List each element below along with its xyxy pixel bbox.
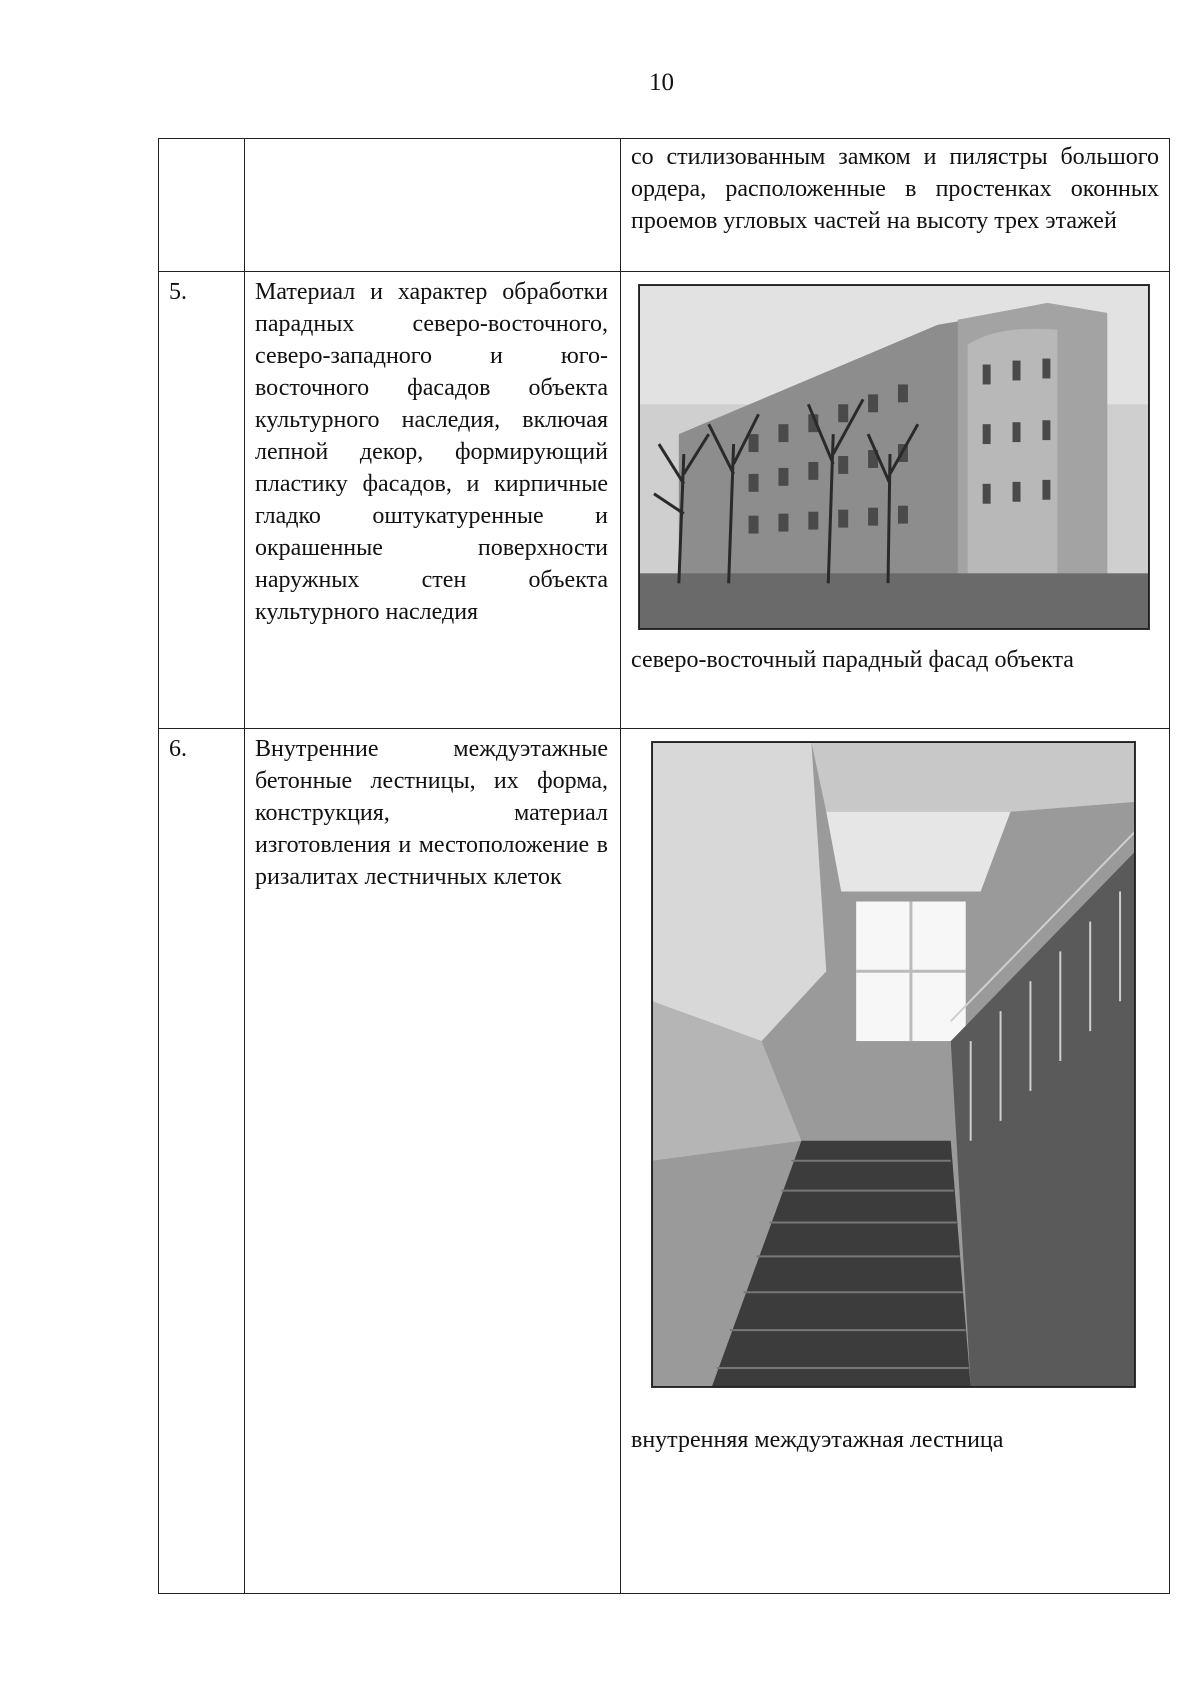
row-description: Материал и характер обработки парадных северо-восточного, северо-западного и юго-восточного фасадов объекта культурного наследия, включая лепной декор, формирующий пластику фасадов, и кирпичные гладко оштукатуренные и окрашенные поверхности наружных стен объекта культурного наследия xyxy=(255,279,608,625)
image-cell xyxy=(621,729,1170,1594)
image-cell xyxy=(621,272,1170,729)
facade-photo-caption: северо-восточный парадный фасад объекта xyxy=(631,647,1074,673)
description-cell xyxy=(245,272,621,729)
row-number-cell xyxy=(159,272,245,729)
table-row xyxy=(159,139,1170,272)
row-number-cell xyxy=(159,729,245,1594)
facade-photo xyxy=(638,284,1150,630)
page-number: 10 xyxy=(649,69,674,96)
row-description: Внутренние междуэтажные бетонные лестницы, их форма, конструкция, материал изготовления и местоположение в ризалитах лестничных клеток xyxy=(255,736,608,890)
description-cell xyxy=(245,729,621,1594)
row-number: 5. xyxy=(169,279,187,305)
table-row xyxy=(159,729,1170,1594)
staircase-photo xyxy=(651,741,1136,1388)
table-row xyxy=(159,272,1170,729)
staircase-photo-caption: внутренняя междуэтажная лестница xyxy=(631,1427,1004,1453)
row-number-cell xyxy=(159,139,245,272)
continued-text: со стилизованным замком и пилястры большого ордера, расположенные в простенках оконных проемов угловых частей на высоту трех этажей xyxy=(631,144,1159,234)
content-cell xyxy=(621,139,1170,272)
heritage-elements-table xyxy=(158,138,1170,1594)
row-number: 6. xyxy=(169,736,187,762)
description-cell xyxy=(245,139,621,272)
